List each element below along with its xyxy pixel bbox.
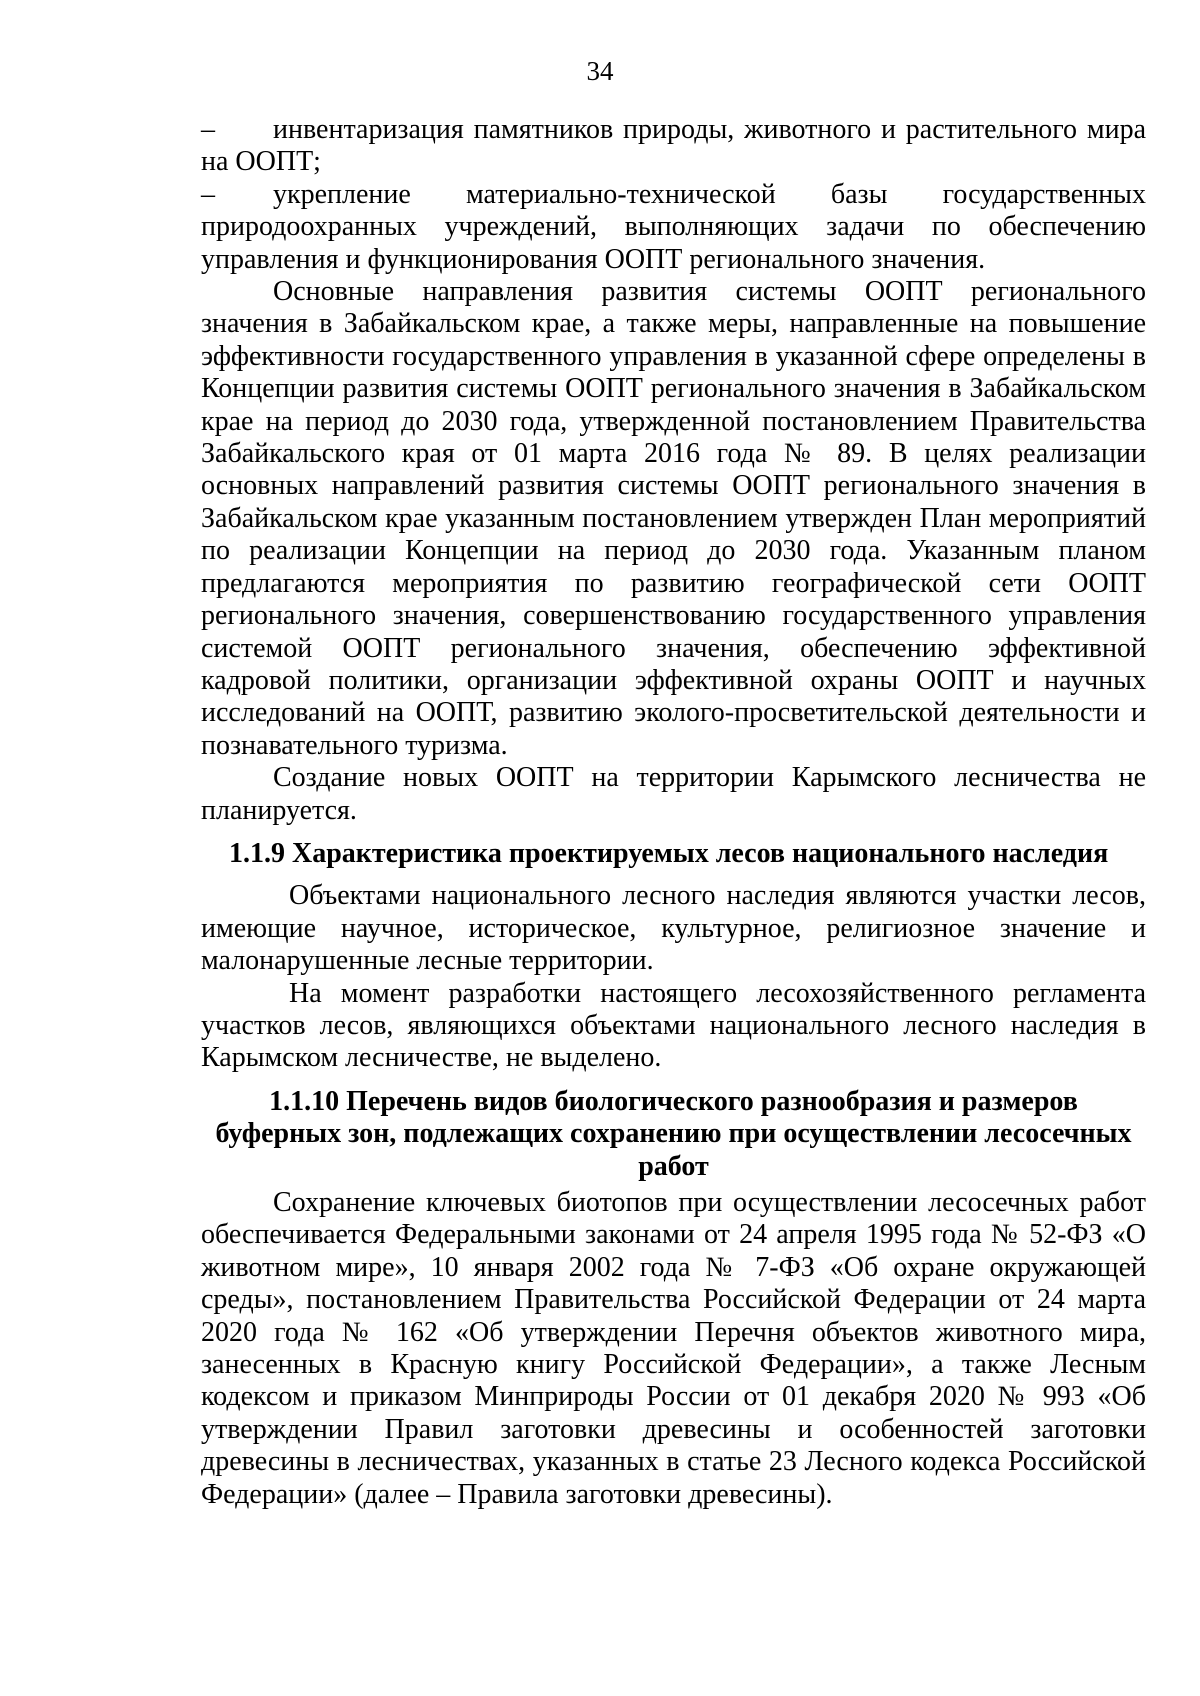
list-dash: – — [201, 114, 215, 145]
list-dash: – — [201, 178, 215, 210]
list-item — [201, 114, 1146, 179]
paragraph-new-oopt: Создание новых ООПТ на территории Карымского лесничества не планируется. — [201, 762, 1146, 826]
paragraph-oopt-concept: Основные направления развития системы ООПТ регионального значения в Забайкальском крае, а также меры, направленные на повышение эффективности государственного управления в указанной сфере определены в Концепции развития системы ООПТ регионального значения в Забайкальском крае на период до 2030 года, утвержденной постановлением Правительства Забайкальского края от 01 марта 2016 года № 89. В целях реализации основных направлений развития системы ООПТ регионального значения в Забайкальском крае указанным постановлением утвержден План мероприятий по реализации Концепции на период до 2030 года. Указанным планом предлагаются мероприятия по развитию географической сети ООПТ регионального значения, совершенствованию государственного управления системой ООПТ регионального значения, обеспечению эффективной кадровой политики, организации эффективной охраны ООПТ и научных исследований на ООПТ, развитию эколого-просветительской деятельности и познавательного туризма. — [201, 276, 1146, 761]
section-heading-1-1-9: 1.1.9 Характеристика проектируемых лесов национального наследия — [229, 837, 1109, 869]
heading-line: 1.1.10 Перечень видов биологического разнообразия и размеров — [269, 1085, 1078, 1117]
page-number: 34 — [586, 56, 614, 86]
heading-line: буферных зон, подлежащих сохранению при осуществлении лесосечных — [215, 1118, 1132, 1150]
paragraph-biotopes: Сохранение ключевых биотопов при осуществлении лесосечных работ обеспечивается Федеральными законами от 24 апреля 1995 года № 52-ФЗ «О животном мире», 10 января 2002 года № 7-ФЗ «Об охране окружающей среды», постановлением Правительства Российской Федерации от 24 марта 2020 года № 162 «Об утверждении Перечня объектов животного мира, занесенных в Красную книгу Российской Федерации», а также Лесным кодексом и приказом Минприроды России от 01 декабря 2020 № 993 «Об утверждении Правил заготовки древесины и особенностей заготовки древесины в лесничествах, указанных в статье 23 Лесного кодекса Российской Федерации» (далее – Правила заготовки древесины). — [201, 1187, 1146, 1510]
list-item — [201, 179, 1146, 276]
section-heading-1-1-10 — [201, 1086, 1146, 1183]
heading-line: работ — [638, 1150, 709, 1182]
list-item-text: инвентаризация памятников природы, животного и растительного мира на ООПТ; — [201, 114, 1146, 178]
document-body — [201, 114, 1146, 1511]
list-item-text: укрепление материально-технической базы государственных природоохранных учреждений, выполняющих задачи по обеспечению управления и функционирования ООПТ регионального значения. — [201, 178, 1146, 275]
paragraph-heritage-status: На момент разработки настоящего лесохозяйственного регламента участков лесов, являющихся объектами национального лесного наследия в Карымском лесничестве, не выделено. — [201, 977, 1146, 1074]
paragraph-heritage-definition: Объектами национального лесного наследия являются участки лесов, имеющие научное, историческое, культурное, религиозное значение и малонарушенные лесные территории. — [201, 880, 1146, 977]
